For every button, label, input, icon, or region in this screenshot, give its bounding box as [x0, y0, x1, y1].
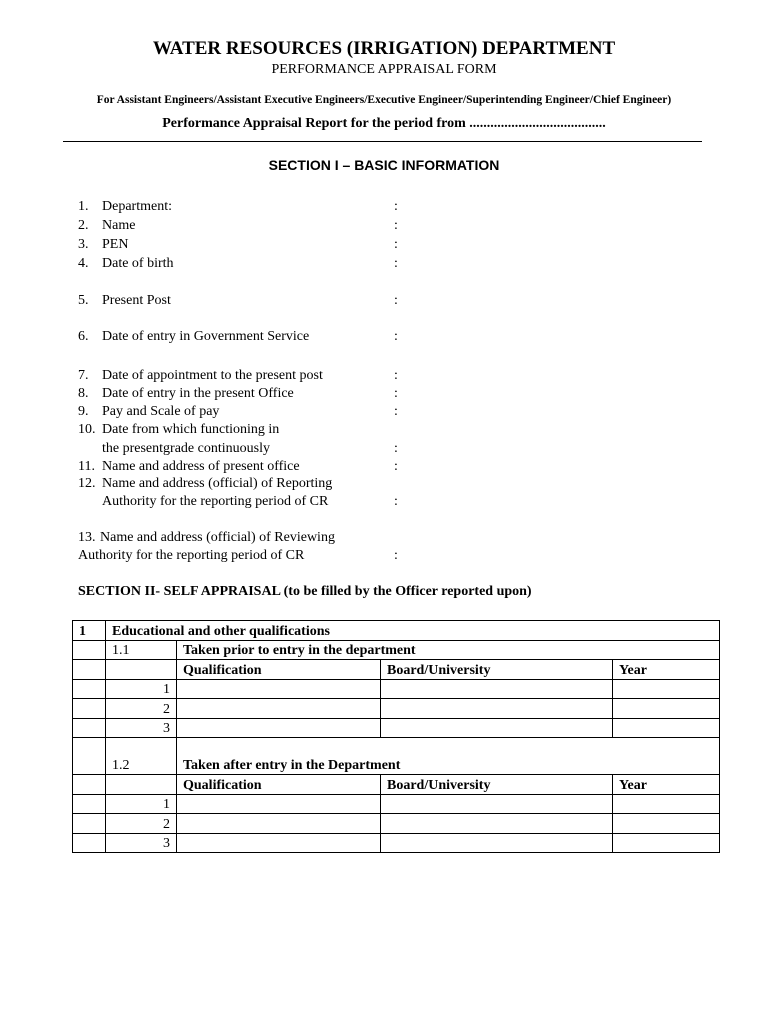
field-colon: : [394, 386, 398, 401]
item-label: Date of appointment to the present post [102, 368, 323, 383]
year-input-cell[interactable] [613, 833, 720, 853]
empty-cell [73, 833, 106, 853]
field-colon: : [394, 494, 398, 509]
entry-number-cell: 3 [106, 718, 177, 738]
empty-cell [73, 679, 106, 699]
item-number: 7. [78, 368, 89, 383]
table-row [73, 833, 720, 853]
item-number: 12. [78, 476, 96, 491]
empty-cell [73, 738, 106, 775]
column-header-board-university: Board/University [381, 660, 613, 680]
table-row [73, 794, 720, 814]
row-number-cell: 1 [73, 621, 106, 641]
section-2-title: SECTION II- SELF APPRAISAL (to be filled by the Officer reported upon) [78, 584, 532, 599]
year-input-cell[interactable] [613, 718, 720, 738]
item-label: Date of entry in Government Service [102, 329, 310, 344]
table-row [73, 738, 720, 775]
column-header-board-university: Board/University [381, 775, 613, 795]
period-dots: ....................................... [469, 116, 606, 131]
year-input-cell[interactable] [613, 814, 720, 834]
table-row [73, 621, 720, 641]
item-number: 11. [78, 459, 95, 474]
entry-number-cell: 2 [106, 814, 177, 834]
table-heading-cell: Educational and other qualifications [106, 621, 720, 641]
item-number: 1. [78, 199, 89, 214]
field-colon: : [394, 293, 398, 308]
item-number: 6. [78, 329, 89, 344]
item-label-continued: Authority for the reporting period of CR [78, 548, 305, 563]
empty-cell [73, 660, 106, 680]
item-number: 13. [78, 530, 96, 545]
field-colon: : [394, 329, 398, 344]
board-university-input-cell[interactable] [381, 794, 613, 814]
item-label: Name and address of present office [102, 459, 300, 474]
item-label: PEN [102, 237, 129, 252]
form-title: PERFORMANCE APPRAISAL FORM [271, 62, 497, 77]
report-period-line [0, 116, 768, 132]
board-university-input-cell[interactable] [381, 833, 613, 853]
subsection-title-cell: Taken prior to entry in the department [177, 640, 720, 660]
qualification-input-cell[interactable] [177, 718, 381, 738]
subsection-title-cell: Taken after entry in the Department [177, 738, 720, 775]
entry-number-cell: 3 [106, 833, 177, 853]
empty-cell [73, 794, 106, 814]
column-header-year: Year [613, 660, 720, 680]
year-input-cell[interactable] [613, 699, 720, 719]
item-label: Department: [102, 199, 172, 214]
item-label: Present Post [102, 293, 171, 308]
year-input-cell[interactable] [613, 794, 720, 814]
board-university-input-cell[interactable] [381, 814, 613, 834]
table-header-row [73, 660, 720, 680]
field-colon: : [394, 368, 398, 383]
table-row [73, 699, 720, 719]
board-university-input-cell[interactable] [381, 718, 613, 738]
table-header-row [73, 775, 720, 795]
empty-cell [73, 699, 106, 719]
empty-cell [106, 775, 177, 795]
applies-to-note: For Assistant Engineers/Assistant Executive Engineers/Executive Engineer/Superintending Engineer/Chief Engineer) [96, 94, 672, 106]
item-number: 9. [78, 404, 89, 419]
table-row [73, 679, 720, 699]
item-number: 2. [78, 218, 89, 233]
entry-number-cell: 1 [106, 794, 177, 814]
period-prefix: Performance Appraisal Report for the period from [162, 116, 466, 131]
department-title: WATER RESOURCES (IRRIGATION) DEPARTMENT [152, 38, 616, 59]
entry-number-cell: 1 [106, 679, 177, 699]
field-colon: : [394, 199, 398, 214]
subsection-number-cell: 1.2 [106, 738, 177, 775]
item-number: 3. [78, 237, 89, 252]
item-label-continued: the presentgrade continuously [102, 441, 270, 456]
item-number: 4. [78, 256, 89, 271]
entry-number-cell: 2 [106, 699, 177, 719]
qualification-input-cell[interactable] [177, 679, 381, 699]
empty-cell [73, 718, 106, 738]
item-label: Pay and Scale of pay [102, 404, 220, 419]
column-header-qualification: Qualification [177, 660, 381, 680]
table-row [73, 718, 720, 738]
table-row [73, 640, 720, 660]
empty-cell [73, 640, 106, 660]
item-label: Date from which functioning in [102, 422, 280, 437]
year-input-cell[interactable] [613, 679, 720, 699]
column-header-qualification: Qualification [177, 775, 381, 795]
subsection-number-cell: 1.1 [106, 640, 177, 660]
column-header-year: Year [613, 775, 720, 795]
qualification-input-cell[interactable] [177, 814, 381, 834]
board-university-input-cell[interactable] [381, 699, 613, 719]
item-number: 8. [78, 386, 89, 401]
item-label-continued: Authority for the reporting period of CR [102, 494, 329, 509]
qualification-input-cell[interactable] [177, 833, 381, 853]
header-divider [63, 141, 702, 142]
qualification-input-cell[interactable] [177, 699, 381, 719]
item-label: Name and address (official) of Reporting [102, 476, 333, 491]
table-row [73, 814, 720, 834]
item-label: Date of birth [102, 256, 174, 271]
field-colon: : [394, 256, 398, 271]
field-colon: : [394, 441, 398, 456]
section-1-title: SECTION I – BASIC INFORMATION [268, 157, 500, 173]
board-university-input-cell[interactable] [381, 679, 613, 699]
field-colon: : [394, 404, 398, 419]
qualifications-table [72, 620, 720, 853]
empty-cell [73, 775, 106, 795]
item-number: 5. [78, 293, 89, 308]
empty-cell [106, 660, 177, 680]
item-label: Name and address (official) of Reviewing [100, 530, 335, 545]
field-colon: : [394, 237, 398, 252]
qualification-input-cell[interactable] [177, 794, 381, 814]
field-colon: : [394, 548, 398, 563]
empty-cell [73, 814, 106, 834]
item-label: Name [102, 218, 136, 233]
field-colon: : [394, 459, 398, 474]
item-label: Date of entry in the present Office [102, 386, 294, 401]
field-colon: : [394, 218, 398, 233]
item-number: 10. [78, 422, 96, 437]
